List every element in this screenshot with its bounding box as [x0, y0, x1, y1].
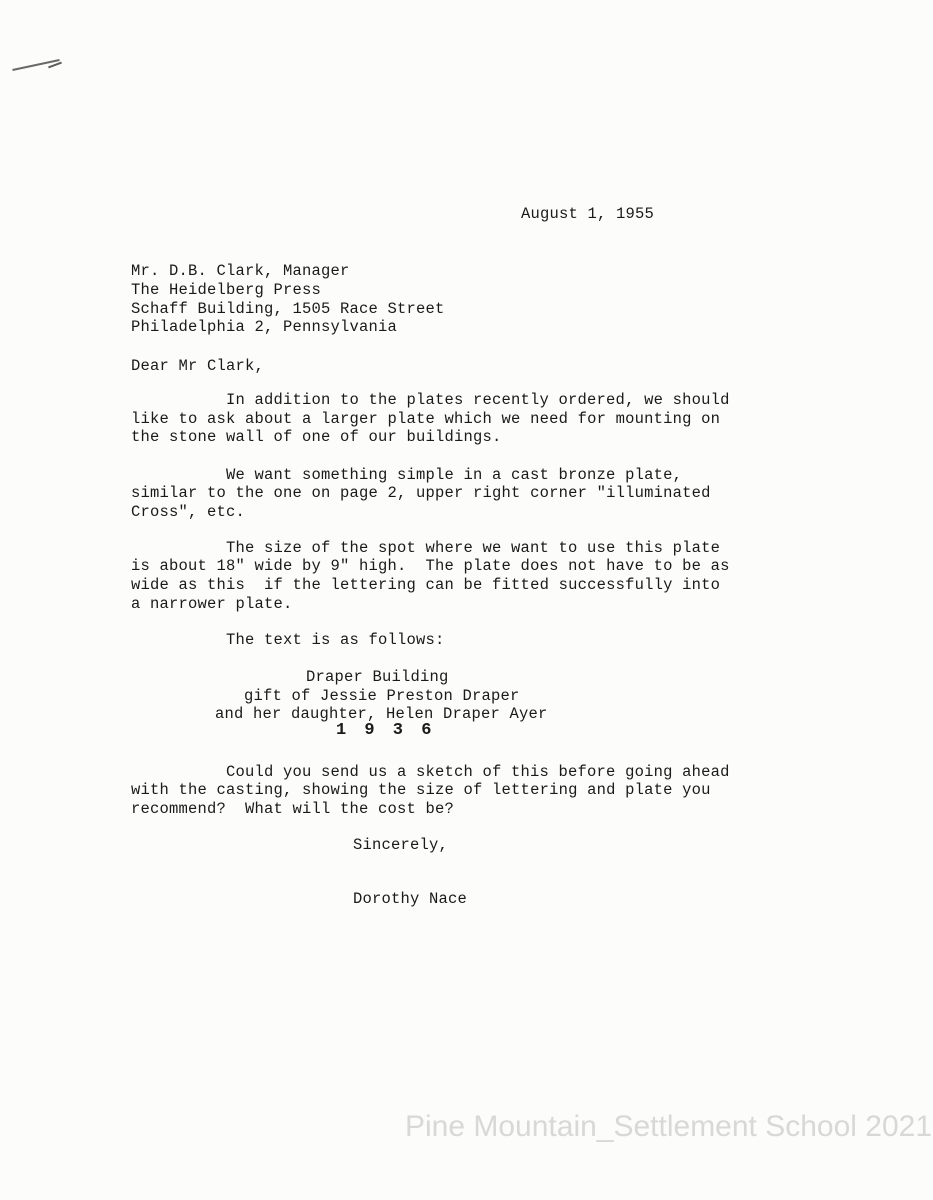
text-intro: The text is as follows: — [226, 631, 445, 649]
inscription-line: gift of Jessie Preston Draper — [244, 687, 520, 705]
paragraph-line: wide as this if the lettering can be fitted successfully into — [131, 576, 721, 594]
paragraph-line: similar to the one on page 2, upper right corner "illuminated — [131, 484, 711, 502]
inscription-line: Draper Building — [306, 668, 449, 686]
letter-date: August 1, 1955 — [521, 205, 655, 223]
inscription-line: and her daughter, Helen Draper Ayer — [215, 705, 548, 723]
paragraph-line: The size of the spot where we want to use this plate — [226, 539, 721, 557]
paragraph-line: like to ask about a larger plate which we need for mounting on — [131, 410, 721, 428]
paragraph-line: a narrower plate. — [131, 595, 293, 613]
paragraph-line: recommend? What will the cost be? — [131, 800, 455, 818]
watermark: Pine Mountain_Settlement School 2021 — [405, 1110, 933, 1143]
paragraph-line: Could you send us a sketch of this before going ahead — [226, 763, 730, 781]
paragraph-line: In addition to the plates recently ordered, we should — [226, 391, 730, 409]
paragraph-line: is about 18" wide by 9" high. The plate does not have to be as — [131, 557, 730, 575]
salutation: Dear Mr Clark, — [131, 357, 265, 375]
closing: Sincerely, — [353, 836, 449, 854]
paragraph-line: We want something simple in a cast bronze plate, — [226, 466, 683, 484]
paragraph-line: the stone wall of one of our buildings. — [131, 428, 502, 446]
address-line: The Heidelberg Press — [131, 281, 322, 299]
address-line: Schaff Building, 1505 Race Street — [131, 300, 445, 318]
paragraph-line: Cross", etc. — [131, 503, 246, 521]
address-line: Philadelphia 2, Pennsylvania — [131, 318, 398, 336]
paragraph-line: with the casting, showing the size of lettering and plate you — [131, 781, 711, 799]
inscription-year: 1 9 3 6 — [336, 721, 436, 740]
address-line: Mr. D.B. Clark, Manager — [131, 262, 350, 280]
signature: Dorothy Nace — [353, 890, 468, 908]
